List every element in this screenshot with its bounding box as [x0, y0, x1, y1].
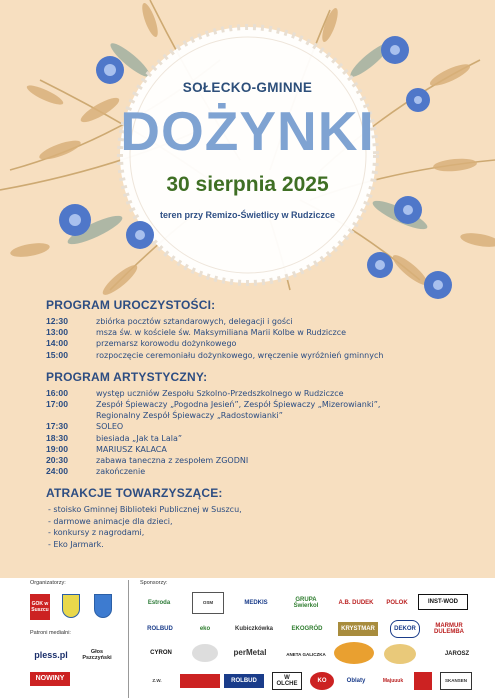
sponsor-logo: Estroda — [147, 599, 171, 606]
sponsor-logo: KRYSTMAR — [338, 622, 378, 636]
artistic-text: występ uczniów Zespołu Szkolno-Przedszkolnego w Rudziczce — [96, 388, 344, 398]
artistic-heading: PROGRAM ARTYSTYCZNY: — [46, 369, 208, 384]
sponsor-logo — [384, 644, 416, 664]
sponsor-logo — [192, 644, 218, 662]
artistic-row — [46, 466, 476, 477]
artistic-text: MARIUSZ KALACA — [96, 444, 167, 454]
program-time: 12:30 — [46, 316, 68, 326]
program-text: przemarsz korowodu dożynkowego — [96, 339, 237, 349]
herb-icon — [62, 594, 80, 618]
sponsor-logo: SKANSEN — [440, 672, 472, 690]
artistic-time — [46, 410, 96, 421]
artistic-time: 20:30 — [46, 455, 68, 466]
sponsor-logo: MARMUR DULEMBA — [434, 622, 464, 635]
sponsor-logo: EKOGRÓD — [291, 625, 323, 632]
artistic-time: 16:00 — [46, 387, 68, 398]
pless-logo: pless.pl — [34, 649, 68, 660]
artistic-time: 19:00 — [46, 443, 68, 454]
artistic-section — [46, 370, 476, 478]
sponsor-logo: ANETA GALICZKA — [286, 651, 326, 657]
sponsor-logo: GRUPA Świerkol — [293, 596, 319, 609]
sponsor-logo: OSM — [192, 592, 224, 614]
artistic-time: 24:00 — [46, 466, 68, 477]
gok-logo: GOK w Suszcu — [30, 594, 50, 620]
program-row — [46, 338, 476, 349]
sponsor-logo: Z.W. — [152, 677, 162, 683]
sponsor-logo: eko — [199, 625, 211, 632]
program-section — [46, 298, 476, 361]
media-label: Patroni medialni: — [30, 630, 71, 636]
sponsor-logo: KO — [310, 672, 334, 690]
event-title: DOŻYNKI — [120, 100, 375, 162]
artistic-text: zabawa taneczna z zespołem ZGODNI — [96, 456, 249, 466]
artistic-time: 18:30 — [46, 432, 68, 443]
attraction-item: - Eko Jarmark. — [48, 539, 104, 549]
sponsor-logo — [180, 674, 220, 688]
artistic-text: zakończenie — [96, 467, 146, 477]
sponsor-logo: A.B. DUDEK — [338, 599, 374, 606]
glos-logo: Głos Pszczyński — [82, 648, 112, 661]
sponsors-footer — [0, 578, 495, 700]
program-row — [46, 350, 476, 361]
attraction-item: - stoisko Gminnej Biblioteki Publicznej w Suszcu, — [48, 505, 242, 515]
program-time: 15:00 — [46, 349, 68, 360]
sponsor-logo: W OLCHE — [272, 672, 302, 690]
artistic-text: biesiada „Jak ta Lala” — [96, 433, 183, 443]
artistic-row — [46, 410, 476, 421]
sponsor-logo: DEKOR — [390, 620, 420, 638]
program-heading: PROGRAM UROCZYSTOŚCI: — [46, 298, 216, 312]
organizers-label: Organizatorzy: — [30, 580, 66, 586]
program-text: zbiórka pocztów sztandarowych, delegacji i gości — [96, 317, 293, 326]
sponsor-logo: Kubiczkówka — [234, 625, 273, 632]
herb-icon — [94, 594, 112, 618]
nowiny-logo: NOWINY — [30, 672, 70, 686]
sponsor-logo: ROLBUD — [147, 625, 173, 632]
artistic-row — [46, 388, 476, 399]
sponsors-label: Sponsorzy: — [140, 580, 168, 586]
artistic-row — [46, 444, 476, 455]
program-time: 13:00 — [46, 327, 68, 338]
program-row — [46, 316, 476, 327]
sponsor-logo: INST-WOD — [418, 594, 468, 610]
hero-illustration — [0, 0, 495, 300]
artistic-text: Regionalny Zespół Śpiewaczy „Radostowianki” — [96, 411, 283, 421]
program-text: msza św. w kościele św. Maksymiliana Marii Kolbe w Rudziczce — [96, 328, 347, 338]
attractions-section — [46, 486, 476, 550]
event-place: teren przy Remizo-Świetlicy w Rudziczce — [159, 210, 336, 220]
program-row — [46, 327, 476, 338]
program-content — [46, 298, 476, 559]
sponsor-logo: perMetal — [233, 647, 267, 657]
artistic-time: 17:30 — [46, 421, 68, 432]
sponsor-logo: Oblaty — [346, 677, 366, 684]
program-text: rozpoczęcie ceremoniału dożynkowego, wręczenie wyróżnień gminnych — [96, 350, 384, 360]
footer-divider — [128, 580, 129, 698]
sponsor-logo: CYRON — [150, 649, 172, 656]
sponsor-logo: JAROSZ — [444, 650, 470, 657]
sponsor-logo: MEDKIS — [244, 599, 268, 606]
program-time: 14:00 — [46, 338, 68, 349]
artistic-row — [46, 433, 476, 444]
sponsor-logo: ROLBUD — [224, 674, 264, 688]
attraction-item: - darmowe animacje dla dzieci, — [48, 516, 173, 526]
artistic-row — [46, 455, 476, 466]
artistic-row — [46, 399, 476, 410]
sponsor-logo — [414, 672, 432, 690]
attraction-item: - konkursy z nagrodami, — [48, 528, 145, 538]
artistic-text: Zespół Śpiewaczy „Pogodna Jesień”, Zespół Śpiewaczy „Mizerowianki”, — [96, 400, 381, 410]
artistic-row — [46, 421, 476, 432]
artistic-text: SOLEO — [96, 422, 124, 432]
sponsor-logo: POLOK — [386, 599, 408, 606]
event-subtitle: SOŁECKO-GMINNE — [182, 80, 313, 95]
sponsor-logo: Majuuuk — [382, 677, 404, 684]
event-date: 30 sierpnia 2025 — [166, 173, 329, 196]
sponsor-logo — [334, 642, 374, 664]
artistic-time: 17:00 — [46, 399, 68, 410]
attractions-heading: ATRAKCJE TOWARZYSZĄCE: — [46, 486, 223, 501]
